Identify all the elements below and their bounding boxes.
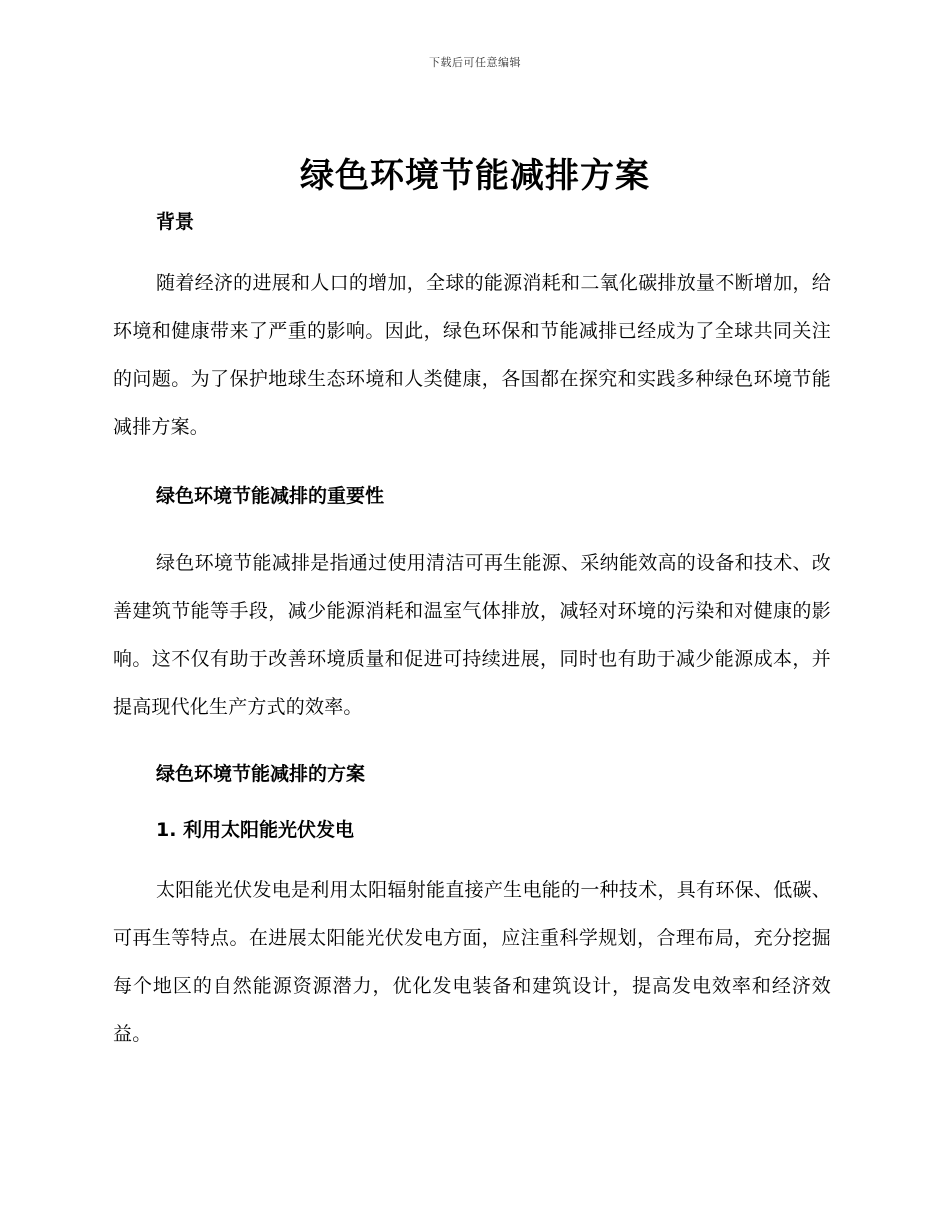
section-paragraph-background: 随着经济的进展和人口的增加，全球的能源消耗和二氧化碳排放量不断增加，给环境和健康带来了严重的影响。因此，绿色环保和节能减排已经成为了全球共同关注的问题。为了保护地球生态环境和人类健康，各国都在探究和实践多种绿色环境节能减排方案。 [113, 272, 831, 438]
section-paragraph-importance: 绿色环境节能减排是指通过使用清洁可再生能源、采纳能效高的设备和技术、改善建筑节能等手段，减少能源消耗和温室气体排放，减轻对环境的污染和对健康的影响。这不仅有助于改善环境质量和促进可持续进展，同时也有助于减少能源成本，并提高现代化生产方式的效率。 [113, 552, 831, 718]
section-heading-background: 背景 [156, 211, 195, 233]
section-heading-solutions: 绿色环境节能减排的方案 [156, 763, 366, 785]
section-heading-importance: 绿色环境节能减排的重要性 [156, 485, 385, 507]
document-title: 绿色环境节能减排方案 [300, 156, 650, 196]
page-header-note: 下载后可任意编辑 [429, 56, 521, 69]
section-heading-solar: 1. 利用太阳能光伏发电 [156, 819, 355, 841]
section-paragraph-solar: 太阳能光伏发电是利用太阳辐射能直接产生电能的一种技术，具有环保、低碳、可再生等特点。在进展太阳能光伏发电方面，应注重科学规划，合理布局，充分挖掘每个地区的自然能源资源潜力，优化发电装备和建筑设计，提高发电效率和经济效益。 [113, 879, 831, 1045]
document-body [113, 204, 831, 1058]
